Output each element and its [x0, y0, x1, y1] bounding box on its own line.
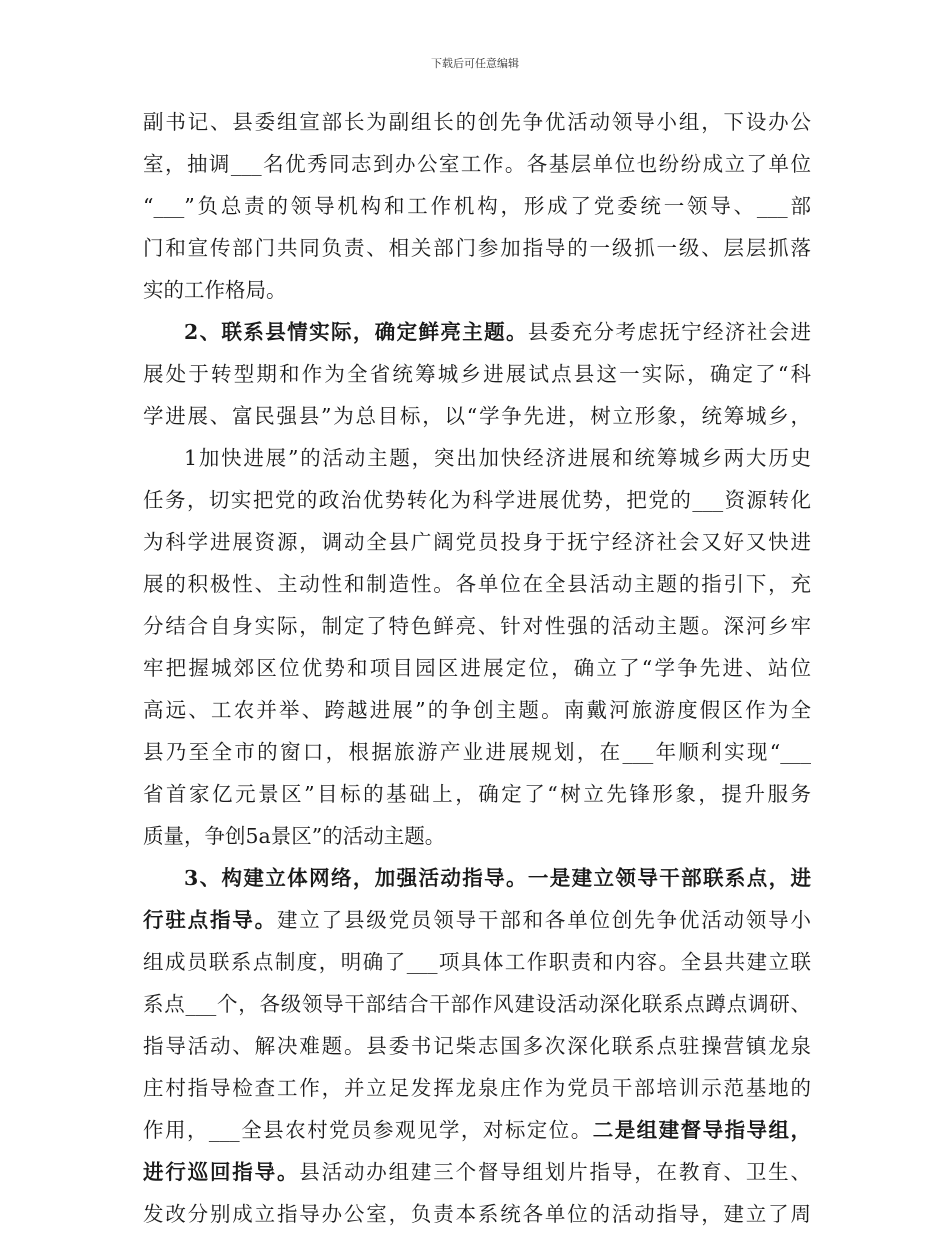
body-text: 高远、工农并举、跨越进展”的争创主题。南戴河旅游度假区作为全 [143, 698, 811, 722]
text-line [143, 353, 811, 395]
text-line [143, 605, 811, 647]
text-line [143, 815, 811, 857]
body-text: 县委充分考虑抚宁经济社会进 [527, 320, 811, 344]
text-line [143, 941, 811, 983]
body-text: 门和宣传部门共同负责、相关部门参加指导的一级抓一级、层层抓落 [143, 236, 811, 260]
body-text: 学进展、富民强县”为总目标，以“学争先进，树立形象，统筹城乡， [143, 404, 811, 428]
text-line [143, 1109, 811, 1151]
text-line [143, 689, 811, 731]
text-line [143, 857, 811, 899]
body-text: 庄村指导检查工作，并立足发挥龙泉庄作为党员干部培训示范基地的 [143, 1076, 811, 1100]
body-text: 质量，争创5a景区”的活动主题。 [143, 824, 446, 848]
text-line [143, 521, 811, 563]
body-text: “___”负总责的领导机构和工作机构，形成了党委统一领导、___部 [143, 194, 811, 218]
bold-heading-text: 二是组建督导指导组， [592, 1118, 811, 1142]
text-line [143, 143, 811, 185]
body-text: 分结合自身实际，制定了特色鲜亮、针对性强的活动主题。深河乡牢 [143, 614, 811, 638]
text-line [143, 983, 811, 1025]
body-text: 省首家亿元景区”目标的基础上，确定了“树立先锋形象，提升服务 [143, 782, 811, 806]
text-line [143, 1193, 811, 1235]
body-text: 系点___个，各级领导干部结合干部作风建设活动深化联系点蹲点调研、 [143, 992, 811, 1016]
bold-heading-text: 行驻点指导。 [143, 908, 277, 932]
text-line [143, 1025, 811, 1067]
text-line [143, 437, 811, 479]
body-text: 实的工作格局。 [143, 278, 287, 302]
body-text: 县活动办组建三个督导组划片指导，在教育、卫生、 [299, 1160, 811, 1184]
text-line [143, 311, 811, 353]
text-line [143, 185, 811, 227]
text-line [143, 647, 811, 689]
bold-heading-text: 进行巡回指导。 [143, 1160, 300, 1184]
text-line [143, 395, 811, 437]
text-line [143, 563, 811, 605]
body-text: 展处于转型期和作为全省统筹城乡进展试点县这一实际，确定了“科 [143, 362, 811, 386]
body-text: 组成员联系点制度，明确了___项具体工作职责和内容。全县共建立联 [143, 950, 811, 974]
body-text: 县乃至全市的窗口，根据旅游产业进展规划，在___年顺利实现“___ [143, 740, 811, 764]
text-line [143, 227, 811, 269]
body-text: 室，抽调___名优秀同志到办公室工作。各基层单位也纷纷成立了单位 [143, 152, 811, 176]
bold-heading-text: 2、联系县情实际，确定鲜亮主题。 [184, 320, 528, 344]
bold-heading-text: 3、构建立体网络，加强活动指导。一是建立领导干部联系点，进 [184, 866, 811, 890]
body-text: 1加快进展”的活动主题，突出加快经济进展和统筹城乡两大历史 [184, 446, 811, 470]
text-line [143, 1151, 811, 1193]
text-line [143, 479, 811, 521]
body-text: 副书记、县委组宣部长为副组长的创先争优活动领导小组，下设办公 [143, 110, 811, 134]
text-line [143, 269, 811, 311]
body-text: 建立了县级党员领导干部和各单位创先争优活动领导小 [276, 908, 811, 932]
text-line [143, 773, 811, 815]
body-text: 展的积极性、主动性和制造性。各单位在全县活动主题的指引下，充 [143, 572, 811, 596]
body-text: 作用，___全县农村党员参观见学，对标定位。 [143, 1118, 593, 1142]
text-line [143, 1067, 811, 1109]
document-body [143, 101, 811, 1235]
body-text: 任务，切实把党的政治优势转化为科学进展优势，把党的___资源转化 [143, 488, 811, 512]
body-text: 发改分别成立指导办公室，负责本系统各单位的活动指导，建立了周 [143, 1202, 811, 1226]
text-line [143, 731, 811, 773]
body-text: 牢把握城郊区位优势和项目园区进展定位，确立了“学争先进、站位 [143, 656, 811, 680]
body-text: 为科学进展资源，调动全县广阔党员投身于抚宁经济社会又好又快进 [143, 530, 811, 554]
page-header: 下载后可任意编辑 [431, 57, 519, 70]
text-line [143, 101, 811, 143]
body-text: 指导活动、解决难题。县委书记柴志国多次深化联系点驻操营镇龙泉 [143, 1034, 811, 1058]
text-line [143, 899, 811, 941]
